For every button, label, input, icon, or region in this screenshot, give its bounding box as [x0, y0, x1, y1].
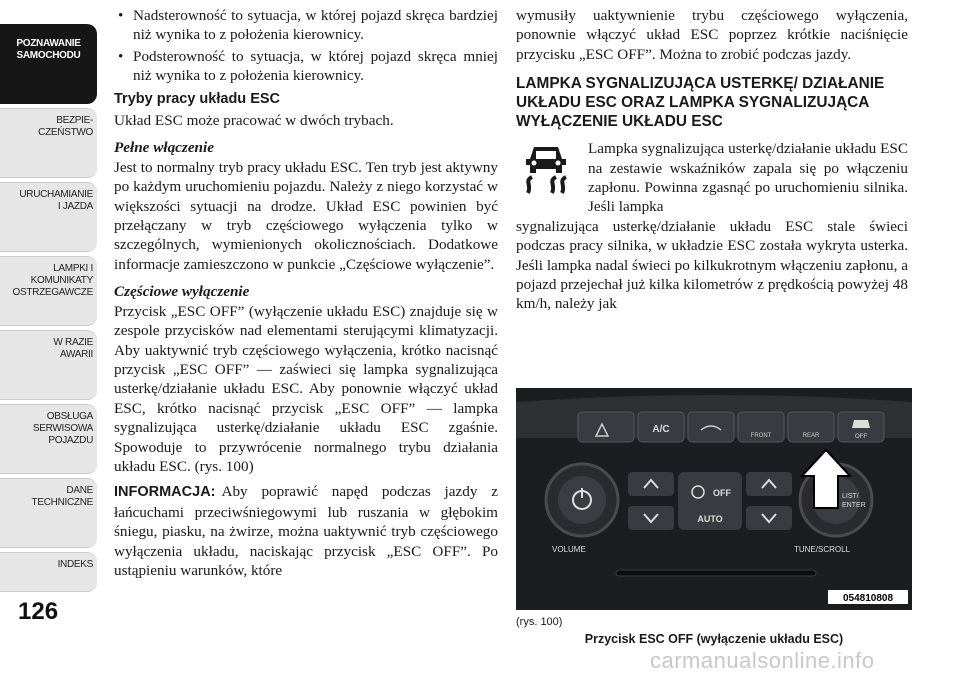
partial-off-text: Przycisk „ESC OFF” (wyłączenie układu ESC) znajduje się w zespole przycisków nad elementami sterującymi klimatyzacji. Aby uaktywnić tryb częściowego wyłączenia, krótko nacisnąć przycisk „ESC OFF” — zaświeci się lampka sygnalizująca usterkę/działanie układu ESC. Aby ponownie włączyć układ ESC, krótko nacisnąć przycisk „ESC OFF” — lampka sygnalizująca usterkę/działanie układu ESC zgaśnie. Spowoduje to przywrócenie normalnego trybu działania układu ESC. (rys. 100)	[114, 302, 498, 475]
page-number: 126	[18, 598, 59, 625]
tab-obsluga-serwisowa[interactable]: OBSŁUGA SERWISOWA POJAZDU	[0, 404, 97, 474]
esc-off-label: OFF	[855, 434, 867, 440]
tab-lampki-i-komunikaty[interactable]: LAMPKI I KOMUNIKATY OSTRZEGAWCZE	[0, 256, 97, 326]
lamp-block	[516, 139, 908, 217]
tune-scroll-label: TUNE/SCROLL	[794, 545, 851, 554]
center-console-illustration	[516, 388, 912, 610]
continuation-text: wymusiły uaktywnienie trybu częściowego wyłączenia, ponownie włączyć układ ESC poprzez krótkie naciśnięcie przycisku „ESC OFF”. Można to zrobić podczas jazdy.	[516, 7, 908, 63]
fan-off-label: OFF	[713, 488, 731, 498]
lamp-text-rest: sygnalizująca usterkę/działanie układu ESC stale świeci podczas pracy silnika, w układzie ESC została wykryta usterka. Jeśli lampka nadal świeci po kilkukrotnym włączeniu zapłonu, a pojazd przejechał już kilka kilometrów z prędkością powyżej 48 km/h, należy jak	[516, 217, 908, 313]
figure-reference: (rys. 100)	[516, 616, 563, 628]
rear-defrost-label: REAR	[802, 433, 820, 439]
list-item: • Podsterowność to sytuacja, w której pojazd skręca mniej niż wynika to z położenia kierownicy.	[118, 47, 498, 85]
esc-off-icon	[852, 420, 870, 428]
chapter-sidebar	[0, 0, 97, 678]
esc-skid-car-icon	[522, 141, 570, 197]
tab-indeks[interactable]: INDEKS	[0, 552, 97, 592]
tab-w-razie-awarii[interactable]: W RAZIE AWARII	[0, 330, 97, 400]
tab-dane-techniczne[interactable]: DANE TECHNICZNE	[0, 478, 97, 548]
volume-label: VOLUME	[552, 545, 586, 554]
figure-code: 054810808	[842, 593, 894, 604]
full-on-text: Jest to normalny tryb pracy układu ESC. Ten tryb jest aktywny po każdym uruchomieniu pojazdu. Należy z niego korzystać w większości sytuacji na drodze. Układ ESC powinien być przełączany w tryb częściowego wyłączenia tylko w szczególnych, wymienionych okolicznościach. Dodatkowe informacje zamieszczono w punkcie „Częściowe wyłączenie”.	[114, 158, 498, 273]
figure-caption: Przycisk ESC OFF (wyłączenie układu ESC)	[584, 632, 844, 646]
figure-esc-off-button	[516, 388, 912, 610]
list-enter-label: LIST/	[842, 493, 859, 500]
partial-off-heading: Częściowe wyłączenie	[114, 283, 250, 301]
full-on-heading: Pełne włączenie	[114, 139, 214, 157]
note-paragraph	[114, 482, 498, 580]
note-label: INFORMACJA:	[114, 484, 216, 501]
watermark: carmanualsonline.info	[650, 648, 875, 673]
front-defrost-label: FRONT	[750, 433, 772, 439]
svg-text:ENTER: ENTER	[842, 502, 866, 509]
tab-uruchamianie-i-jazda[interactable]: URUCHAMIANIE I JAZDA	[0, 182, 97, 252]
ac-button-label: A/C	[652, 424, 670, 435]
left-column	[114, 6, 498, 586]
right-column	[516, 6, 908, 320]
auto-label: AUTO	[697, 514, 723, 524]
note-text: Aby poprawić napęd podczas jazdy z łańcuchami przeciwśniegowymi lub ruszania w głębokim śniegu, piasku, na żwirze, można uaktywnić tryb częściowego wyłączenia układu, naciskając przycisk „ESC OFF”. Po ustąpieniu warunków, które	[114, 483, 498, 579]
tab-bezpieczenstwo[interactable]: BEZPIE- CZEŃSTWO	[0, 108, 97, 178]
section-heading: LAMPKA SYGNALIZUJĄCA USTERKĘ/ DZIAŁANIE UKŁADU ESC ORAZ LAMPKA SYGNALIZUJĄCA WYŁĄCZENIE UKŁADU ESC	[516, 75, 885, 131]
tab-poznawanie-samochodu[interactable]: POZNAWANIE SAMOCHODU	[0, 24, 97, 104]
modes-heading: Tryby pracy układu ESC	[114, 90, 281, 107]
lamp-text-indented: Lampka sygnalizująca usterkę/działanie układu ESC na zestawie wskaźników zapala się po włączeniu zapłonu. Powinna zgasnąć po uruchomieniu silnika. Jeśli lampka	[588, 140, 908, 216]
list-item: • Nadsterowność to sytuacja, w której pojazd skręca bardziej niż wynika to z położenia kierownicy.	[118, 7, 498, 44]
modes-intro: Układ ESC może pracować w dwóch trybach.	[114, 112, 394, 130]
